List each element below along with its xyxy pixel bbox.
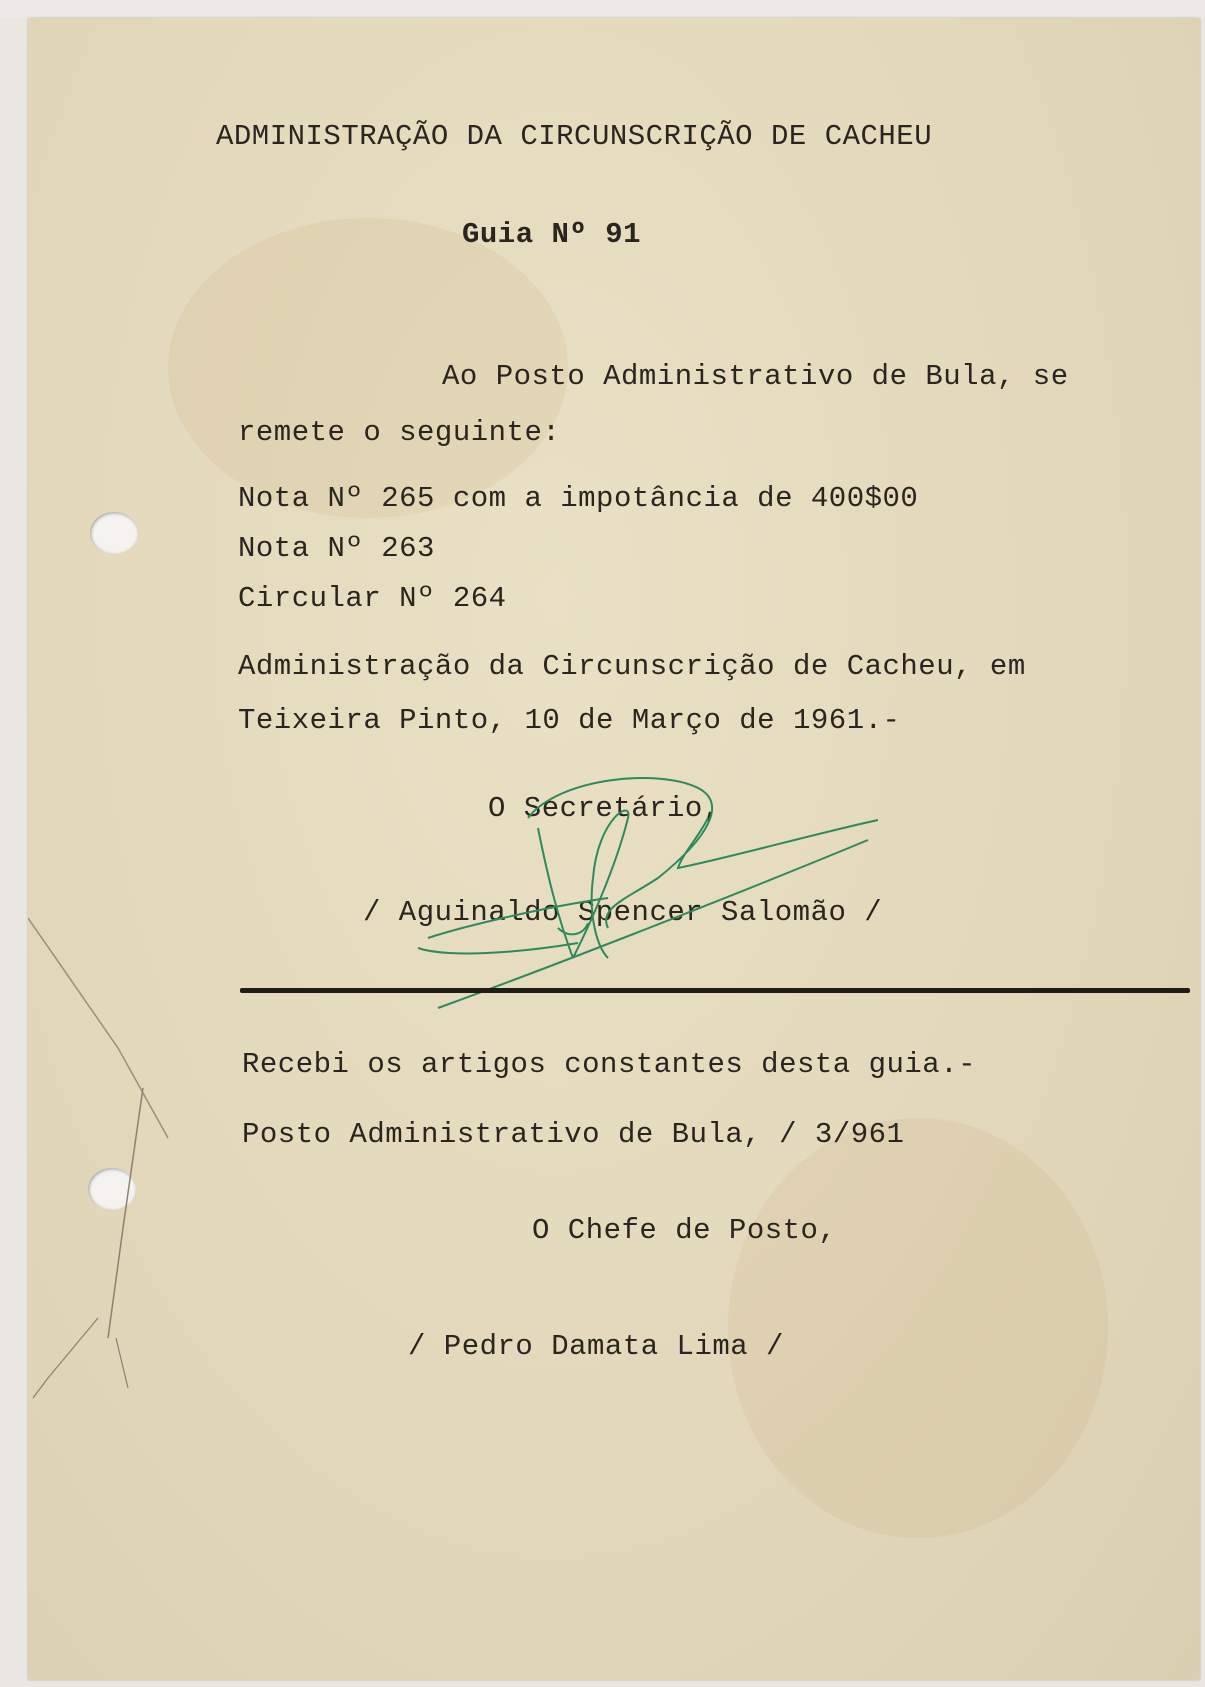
intro-line-2: remete o seguinte: [238, 416, 561, 449]
item-line: Circular Nº 264 [238, 582, 507, 615]
scan-background [0, 0, 1205, 18]
secretary-title: O Secretário, [488, 792, 721, 825]
secretary-name: / Aguinaldo Spencer Salomão / [363, 896, 883, 929]
item-line: Nota Nº 265 com a impotância de 400$00 [238, 482, 919, 515]
chief-name: / Pedro Damata Lima / [408, 1330, 784, 1363]
intro-line-1: Ao Posto Administrativo de Bula, se [442, 360, 1069, 393]
document-header: ADMINISTRAÇÃO DA CIRCUNSCRIÇÃO DE CACHEU [216, 120, 933, 153]
punch-hole-bottom [88, 1168, 136, 1210]
receipt-line-2: Posto Administrativo de Bula, / 3/961 [242, 1118, 905, 1151]
guide-number: Guia Nº 91 [462, 218, 642, 251]
chief-title: O Chefe de Posto, [532, 1214, 837, 1247]
receipt-line-1: Recebi os artigos constantes desta guia.- [242, 1048, 977, 1081]
punch-hole-top [90, 512, 138, 554]
item-line: Nota Nº 263 [238, 532, 435, 565]
paper-stain [728, 1118, 1108, 1538]
place-date-line-2: Teixeira Pinto, 10 de Março de 1961.- [238, 704, 901, 737]
paper-crease-marks [28, 898, 248, 1418]
separator-rule [240, 988, 1190, 993]
paper-sheet [28, 18, 1200, 1680]
place-date-line-1: Administração da Circunscrição de Cacheu, em [238, 650, 1026, 683]
